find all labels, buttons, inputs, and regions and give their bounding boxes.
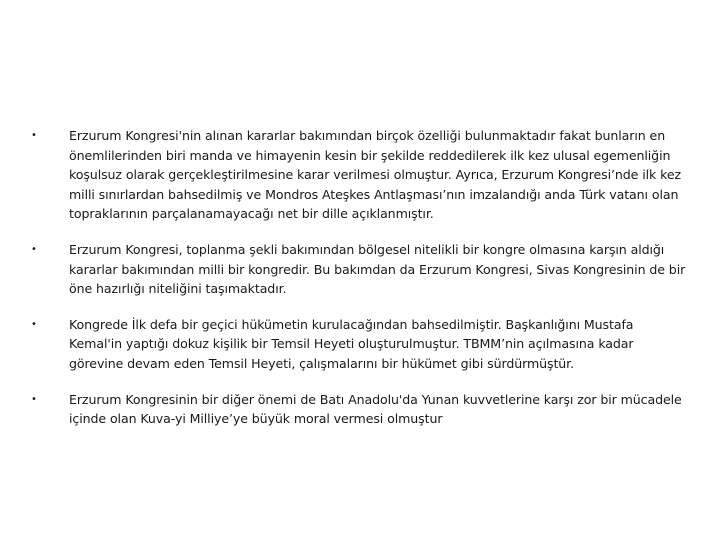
bullet-marker: •	[31, 243, 37, 255]
bullet-text-1: Erzurum Kongresi'nin alınan kararlar bakımından birçok özelliği bulunmaktadır fakat bunların en önemlilerinden biri manda ve himayenin kesin bir şekilde reddedilerek ilk kez ulusal egemenliğin koşulsuz olarak gerçekleştirilmesine karar verilmesi olmuştur. Ayrıca, Erzurum Kongresi’nde ilk kez milli sınırlardan bahsedilmiş ve Mondros Ateşkes Antlaşması’nın imzalandığı anda Türk vatanı olan topraklarının parçalanamayacağı net bir dille açıklanmıştır.	[69, 128, 682, 222]
bullet-marker: •	[31, 393, 37, 405]
bullet-item-2	[28, 240, 690, 299]
bullet-item-4	[28, 390, 690, 429]
bullet-text-2: Erzurum Kongresi, toplanma şekli bakımından bölgesel nitelikli bir kongre olmasına karşın aldığı kararlar bakımından milli bir kongredir. Bu bakımdan da Erzurum Kongresi, Sivas Kongresinin de bir öne hazırlığı niteliğini taşımaktadır.	[69, 241, 686, 297]
bullet-item-1	[28, 126, 690, 224]
bullet-item-3	[28, 315, 690, 374]
bullet-list	[28, 126, 690, 429]
bullet-marker: •	[31, 318, 37, 330]
bullet-text-3: Kongrede İlk defa bir geçici hükümetin kurulacağından bahsedilmiştir. Başkanlığını Mustafa Kemal'in yaptığı dokuz kişilik bir Temsil Heyeti oluşturulmuştur. TBMM’nin açılmasına kadar görevine devam eden Temsil Heyeti, çalışmalarını bir hükümet gibi sürdürmüştür.	[69, 316, 634, 371]
bullet-marker: •	[31, 130, 37, 141]
bullet-text-4: Erzurum Kongresinin bir diğer önemi de Batı Anadolu'da Yunan kuvvetlerine karşı zor bir mücadele içinde olan Kuva-yi Milliye’ye büyük moral vermesi olmuştur	[69, 391, 682, 427]
